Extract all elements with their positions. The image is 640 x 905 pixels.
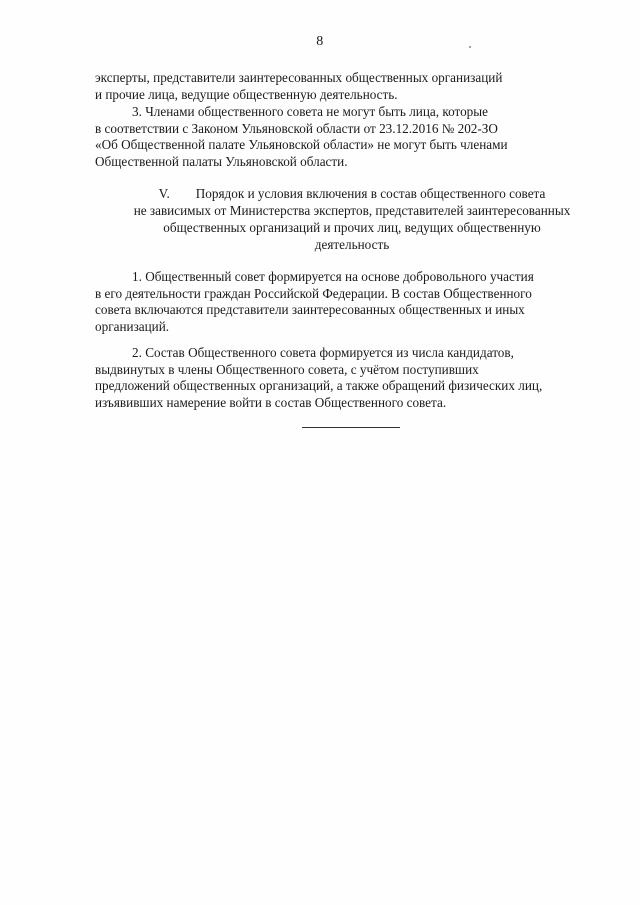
section-5-title-line-3: общественных организаций и прочих лиц, ведущих общественную (163, 220, 541, 235)
clause-3-line-2: в соответствии с Законом Ульяновской области от 23.12.2016 № 202-ЗО (95, 120, 498, 136)
scan-speck (469, 46, 471, 48)
item-2-paragraph (95, 345, 609, 411)
item-1-line-1: 1. Общественный совет формируется на основе добровольного участия (132, 269, 534, 284)
intro-paragraph (95, 70, 609, 103)
item-1-paragraph (95, 269, 609, 335)
clause-3-line-1: 3. Членами общественного совета не могут быть лица, которые (132, 104, 488, 119)
clause-3-line-3: «Об Общественной палате Ульяновской области» не могут быть членами (95, 137, 508, 153)
item-1-line-3: совета включаются представители заинтересованных общественных и иных (95, 302, 525, 318)
item-2-line-2: выдвинутых в члены Общественного совета, с учётом поступивших (95, 361, 479, 377)
item-1-line-4: организаций. (95, 318, 170, 334)
section-5-title-line-1: V. Порядок и условия включения в состав общественного совета (158, 186, 546, 201)
end-of-document-rule (302, 427, 400, 428)
section-5-title-line-2: не зависимых от Министерства экспертов, представителей заинтересованных (133, 203, 571, 218)
clause-3-paragraph (95, 104, 609, 170)
page-number: 8 (316, 34, 324, 49)
item-1-line-2: в его деятельности граждан Российской Федерации. В состав Общественного (95, 285, 532, 301)
intro-line-1: эксперты, представители заинтересованных общественных организаций (95, 70, 503, 85)
section-5-numeral: V. (158, 186, 170, 201)
intro-line-2: и прочие лица, ведущие общественную деятельность. (95, 86, 398, 102)
section-5-heading (95, 185, 609, 253)
item-2-line-4: изъявивших намерение войти в состав Общественного совета. (95, 394, 447, 410)
item-2-line-1: 2. Состав Общественного совета формируется из числа кандидатов, (132, 345, 514, 360)
clause-3-line-4: Общественной палаты Ульяновской области. (95, 153, 348, 169)
item-2-line-3: предложений общественных организаций, а также обращений физических лиц, (95, 378, 543, 394)
section-5-title-line-4: деятельность (314, 237, 390, 252)
